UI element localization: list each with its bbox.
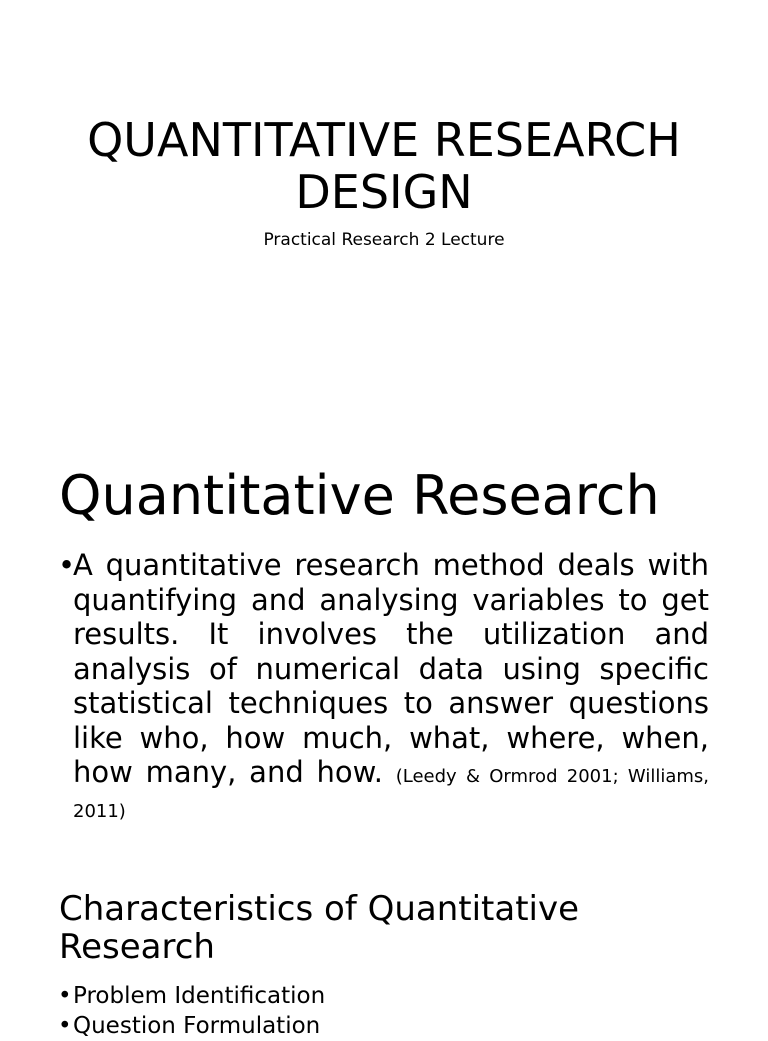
bullet-marker: • [58,1013,72,1039]
slide-heading: Quantitative Research [59,464,660,527]
definition-text-block [73,548,709,824]
presentation-title: QUANTITATIVE RESEARCH DESIGN [87,113,681,219]
list-item-label: Question Formulation [73,1013,321,1039]
bullet-marker: • [58,983,72,1009]
title-slide [0,0,768,432]
definition-bullet [58,548,709,824]
list-item-label: Problem Identification [73,983,326,1009]
definition-text: A quantitative research method deals with quantifying and analysing variables to get results. It involves the utilization and analysis of numerical data using specific statistical techniques to answer questions like who, how much, what, where, when, how many, and how. [73,548,709,789]
list-item [58,981,708,1011]
citation: (Leedy & Ormrod 2001; Williams, 2011) [73,766,710,822]
content-slide [0,432,768,1039]
characteristics-list [58,981,708,1041]
section-heading: Characteristics of Quantitative Research [59,889,580,967]
list-item [58,1011,708,1041]
presentation-subtitle: Practical Research 2 Lecture [263,230,505,250]
bullet-marker: • [58,548,76,582]
